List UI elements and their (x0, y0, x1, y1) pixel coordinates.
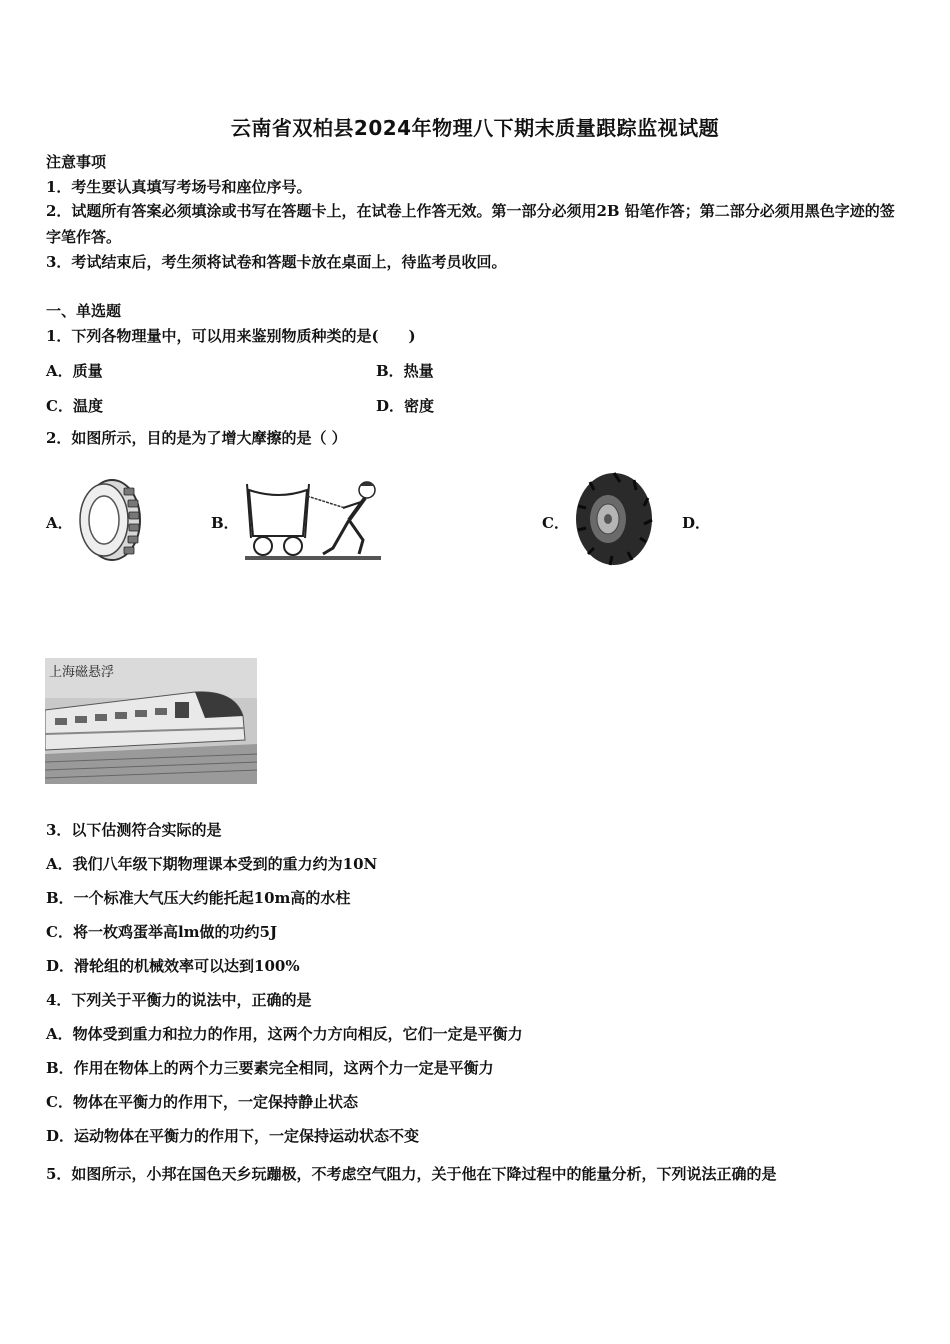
q4-option-c: C．物体在平衡力的作用下，一定保持静止状态 (46, 1093, 358, 1111)
bearing-figure (74, 478, 142, 562)
q2-label-b: B． (211, 514, 239, 532)
notice-heading: 注意事项 (46, 153, 107, 171)
q4-stem: 4．下列关于平衡力的说法中，正确的是 (46, 991, 312, 1009)
q1-option-c: C．温度 (46, 397, 103, 415)
q1-option-d: D．密度 (376, 397, 435, 415)
q2-label-d: D． (682, 514, 711, 532)
notice-item-3: 3．考试结束后，考生须将试卷和答题卡放在桌面上，待监考员收回。 (46, 253, 507, 271)
section-heading: 一、单选题 (46, 302, 122, 320)
q1-option-a: A．质量 (46, 362, 103, 380)
maglev-figure (45, 658, 257, 784)
q5-stem: 5．如图所示，小邦在国色天乡玩蹦极，不考虑空气阻力，关于他在下降过程中的能量分析，下列说法正确的是 (46, 1165, 777, 1183)
q3-option-d: D．滑轮组的机械效率可以达到100% (46, 957, 300, 975)
q1-option-b: B．热量 (376, 362, 434, 380)
q4-option-a: A．物体受到重力和拉力的作用，这两个力方向相反，它们一定是平衡力 (46, 1025, 523, 1043)
notice-item-1: 1．考生要认真填写考场号和座位序号。 (46, 178, 312, 196)
q4-option-b: B．作用在物体上的两个力三要素完全相同，这两个力一定是平衡力 (46, 1059, 494, 1077)
q3-option-b: B．一个标准大气压大约能托起10m高的水柱 (46, 889, 351, 907)
q4-option-d: D．运动物体在平衡力的作用下，一定保持运动状态不变 (46, 1127, 420, 1145)
q3-option-a: A．我们八年级下期物理课本受到的重力约为10N (46, 855, 378, 873)
page-title: 云南省双柏县2024年物理八下期末质量跟踪监视试题 (230, 116, 720, 140)
q2-stem: 2．如图所示，目的是为了增大摩擦的是（ ） (46, 429, 347, 447)
maglev-caption: 上海磁悬浮 (49, 665, 115, 680)
q3-option-c: C．将一枚鸡蛋举高lm做的功约5J (46, 923, 278, 941)
cart-figure (245, 478, 381, 562)
notice-item-2: 2．试题所有答案必须填涂或书写在答题卡上，在试卷上作答无效。第一部分必须用2B 铅笔作答；第二部分必须用黑色字迹的签字笔作答。 (46, 202, 895, 246)
q1-stem: 1．下列各物理量中，可以用来鉴别物质种类的是( ) (46, 327, 416, 345)
q3-stem: 3．以下估测符合实际的是 (46, 821, 222, 839)
q2-label-a: A． (46, 514, 73, 532)
tire-figure (570, 470, 654, 568)
q2-label-c: C． (542, 514, 569, 532)
